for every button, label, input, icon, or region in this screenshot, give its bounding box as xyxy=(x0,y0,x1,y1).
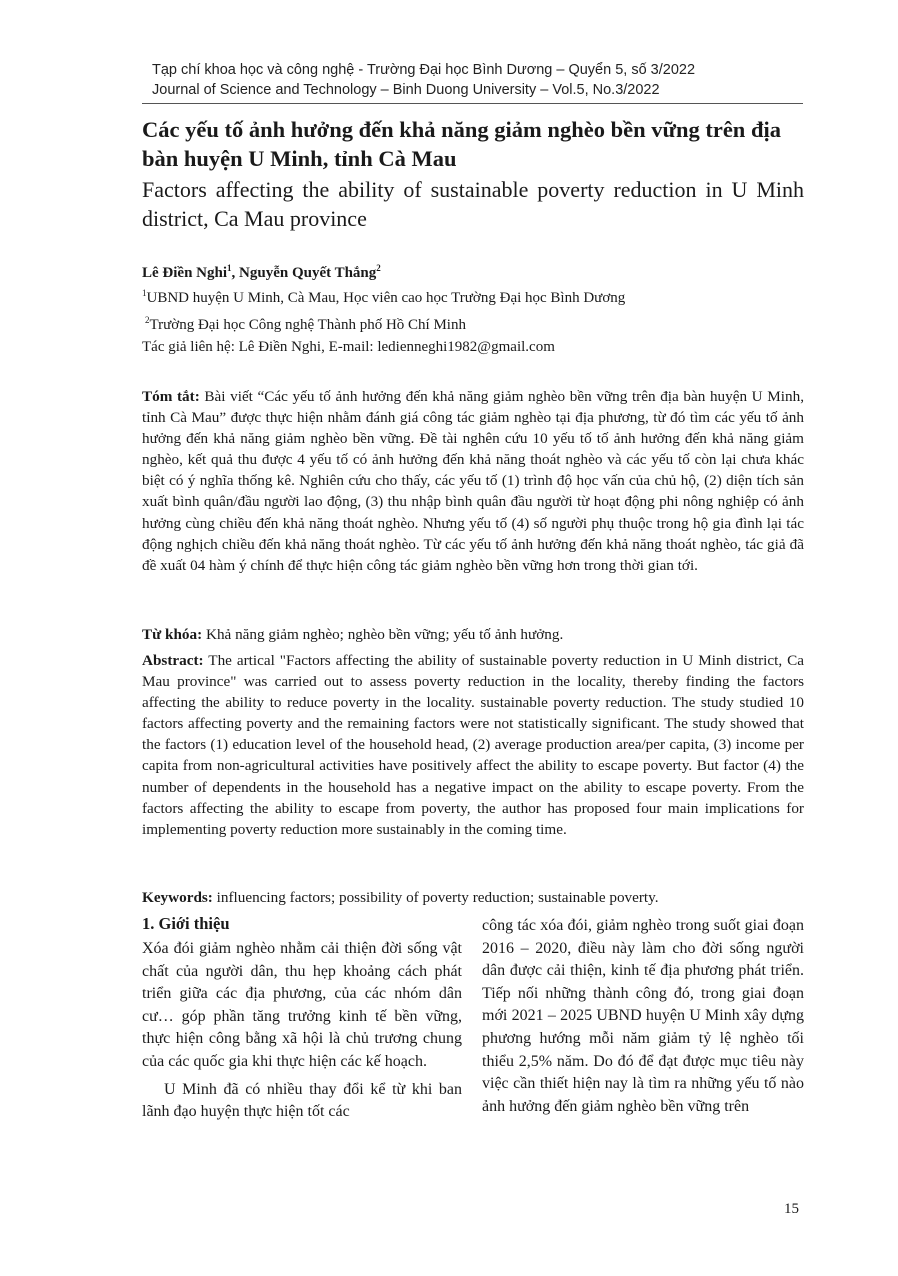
keywords-label: Từ khóa: xyxy=(142,626,203,643)
affiliation-1 xyxy=(142,283,625,308)
affiliation-mark: 2 xyxy=(376,263,381,273)
affiliation-text: UBND huyện U Minh, Cà Mau, Học viên cao học Trường Đại học Bình Dương xyxy=(146,290,626,306)
keywords-english xyxy=(142,887,804,908)
body-column-left xyxy=(142,938,462,1124)
affiliation-mark: 2 xyxy=(145,315,150,325)
author-name: Lê Điền Nghi xyxy=(142,265,228,281)
author-separator: , xyxy=(231,265,240,281)
abstract-text: The artical "Factors affecting the ability of sustainable poverty reduction in U Minh district, Ca Mau province" was carried out to assess poverty reduction in the locality, thereby finding the factors affecting the ability to reduce poverty in the locality. sustainable poverty reduction. The study studied 10 factors affecting poverty and the remaining factors were not statistically significant. The study showed that the factors (1) education level of the household head, (2) average production area/per capita, (3) income per capita from non-agricultural activities have positively affect the ability to escape poverty. But factor (4) the number of dependents in the household has a negative impact on the ability to escape poverty. From the factors affecting the ability to escape from poverty, the author has proposed four main implications for implementing poverty reduction more sustainably in the coming time. xyxy=(142,652,804,838)
running-header xyxy=(152,60,802,100)
body-column-right xyxy=(482,915,804,1118)
affiliation-mark: 1 xyxy=(227,263,232,273)
abstract-label: Tóm tắt: xyxy=(142,388,200,405)
title-vietnamese: Các yếu tố ảnh hưởng đến khả năng giảm nghèo bền vững trên địa bàn huyện U Minh, tỉnh Cà Mau xyxy=(142,117,781,171)
abstract-label: Abstract: xyxy=(142,652,204,669)
abstract-english xyxy=(142,650,804,840)
body-paragraph: Xóa đói giảm nghèo nhằm cải thiện đời sống vật chất của người dân, thu hẹp khoảng cách phát triển giữa các địa phương, của các nhóm dân cư… góp phần tăng trưởng kinh tế bền vững, thực hiện công bằng xã hội là chủ trương chung của các quốc gia khi thực hiện các kế hoạch. xyxy=(142,940,462,1070)
keywords-vietnamese xyxy=(142,624,804,645)
abstract-vietnamese xyxy=(142,386,804,576)
author-name: Nguyễn Quyết Thắng xyxy=(239,265,377,281)
affiliation-text: Trường Đại học Công nghệ Thành phố Hồ Chí Minh xyxy=(149,317,466,333)
header-divider xyxy=(142,103,803,104)
author-list xyxy=(142,258,381,283)
corresponding-author: Tác giả liên hệ: Lê Điền Nghi, E-mail: ledienneghi1982@gmail.com xyxy=(142,339,555,355)
body-paragraph: công tác xóa đói, giảm nghèo trong suốt giai đoạn 2016 – 2020, điều này làm cho đời sống người dân được cải thiện, kinh tế địa phương phát triển. Tiếp nối những thành công đó, trong giai đoạn mới 2021 – 2025 UBND huyện U Minh xây dựng phương hướng mỗi năm giảm tỷ lệ nghèo tối thiểu 2,5% năm. Do đó để đạt được mục tiêu này việc cần thiết hiện nay là tìm ra những yếu tố nào ảnh hưởng đến giảm nghèo bền vững trên xyxy=(482,917,804,1115)
keywords-text: Khả năng giảm nghèo; nghèo bền vững; yếu tố ảnh hưởng. xyxy=(202,626,564,643)
section-heading: 1. Giới thiệu xyxy=(142,914,230,933)
body-paragraph: U Minh đã có nhiều thay đổi kể từ khi ban lãnh đạo huyện thực hiện tốt các xyxy=(142,1080,462,1121)
journal-name-en: Journal of Science and Technology – Binh Duong University – Vol.5, No.3/2022 xyxy=(152,82,660,98)
keywords-label: Keywords: xyxy=(142,889,213,906)
affiliation-2 xyxy=(145,310,466,335)
page-number: 15 xyxy=(784,1201,799,1217)
affiliation-mark: 1 xyxy=(142,288,147,298)
journal-name-vi: Tạp chí khoa học và công nghệ - Trường Đại học Bình Dương – Quyển 5, số 3/2022 xyxy=(152,62,696,78)
title-english: Factors affecting the ability of sustainable poverty reduction in U Minh district, Ca Mau province xyxy=(142,177,804,231)
keywords-text: influencing factors; possibility of poverty reduction; sustainable poverty. xyxy=(212,889,659,906)
abstract-text: Bài viết “Các yếu tố ảnh hưởng đến khả năng giảm nghèo bền vững trên địa bàn huyện U Minh, tỉnh Cà Mau” được thực hiện nhằm đánh giá công tác giảm nghèo tại địa phương, từ đó tìm các yếu tố ảnh hưởng đến khả năng giảm nghèo bền vững. Đề tài nghên cứu 10 yếu tố tố ảnh hưởng đến khả năng giảm nghèo, kết quả thu được 4 yếu tố có ảnh hưởng đến khả năng thoát nghèo và các yếu tố còn lại chưa khác biệt có ý nghĩa thống kê. Nghiên cứu cho thấy, các yếu tố (1) trình độ học vấn của chủ hộ, (2) diện tích sản xuất bình quân/đầu người lao động, (3) thu nhập bình quân đầu người từ hoạt động phi nông nghiệp có ảnh hưởng cùng chiều đến khả năng thoát nghèo. Nhưng yếu tố (4) số người phụ thuộc trong hộ gia đình lại tác động nghịch chiều đến khả năng thoát nghèo. Từ các yếu tố ảnh hưởng đến khả năng thoát nghèo, tác giả đã đề xuất 04 hàm ý chính để thực hiện công tác giảm nghèo bền vững hơn trong thời gian tới. xyxy=(142,388,804,574)
